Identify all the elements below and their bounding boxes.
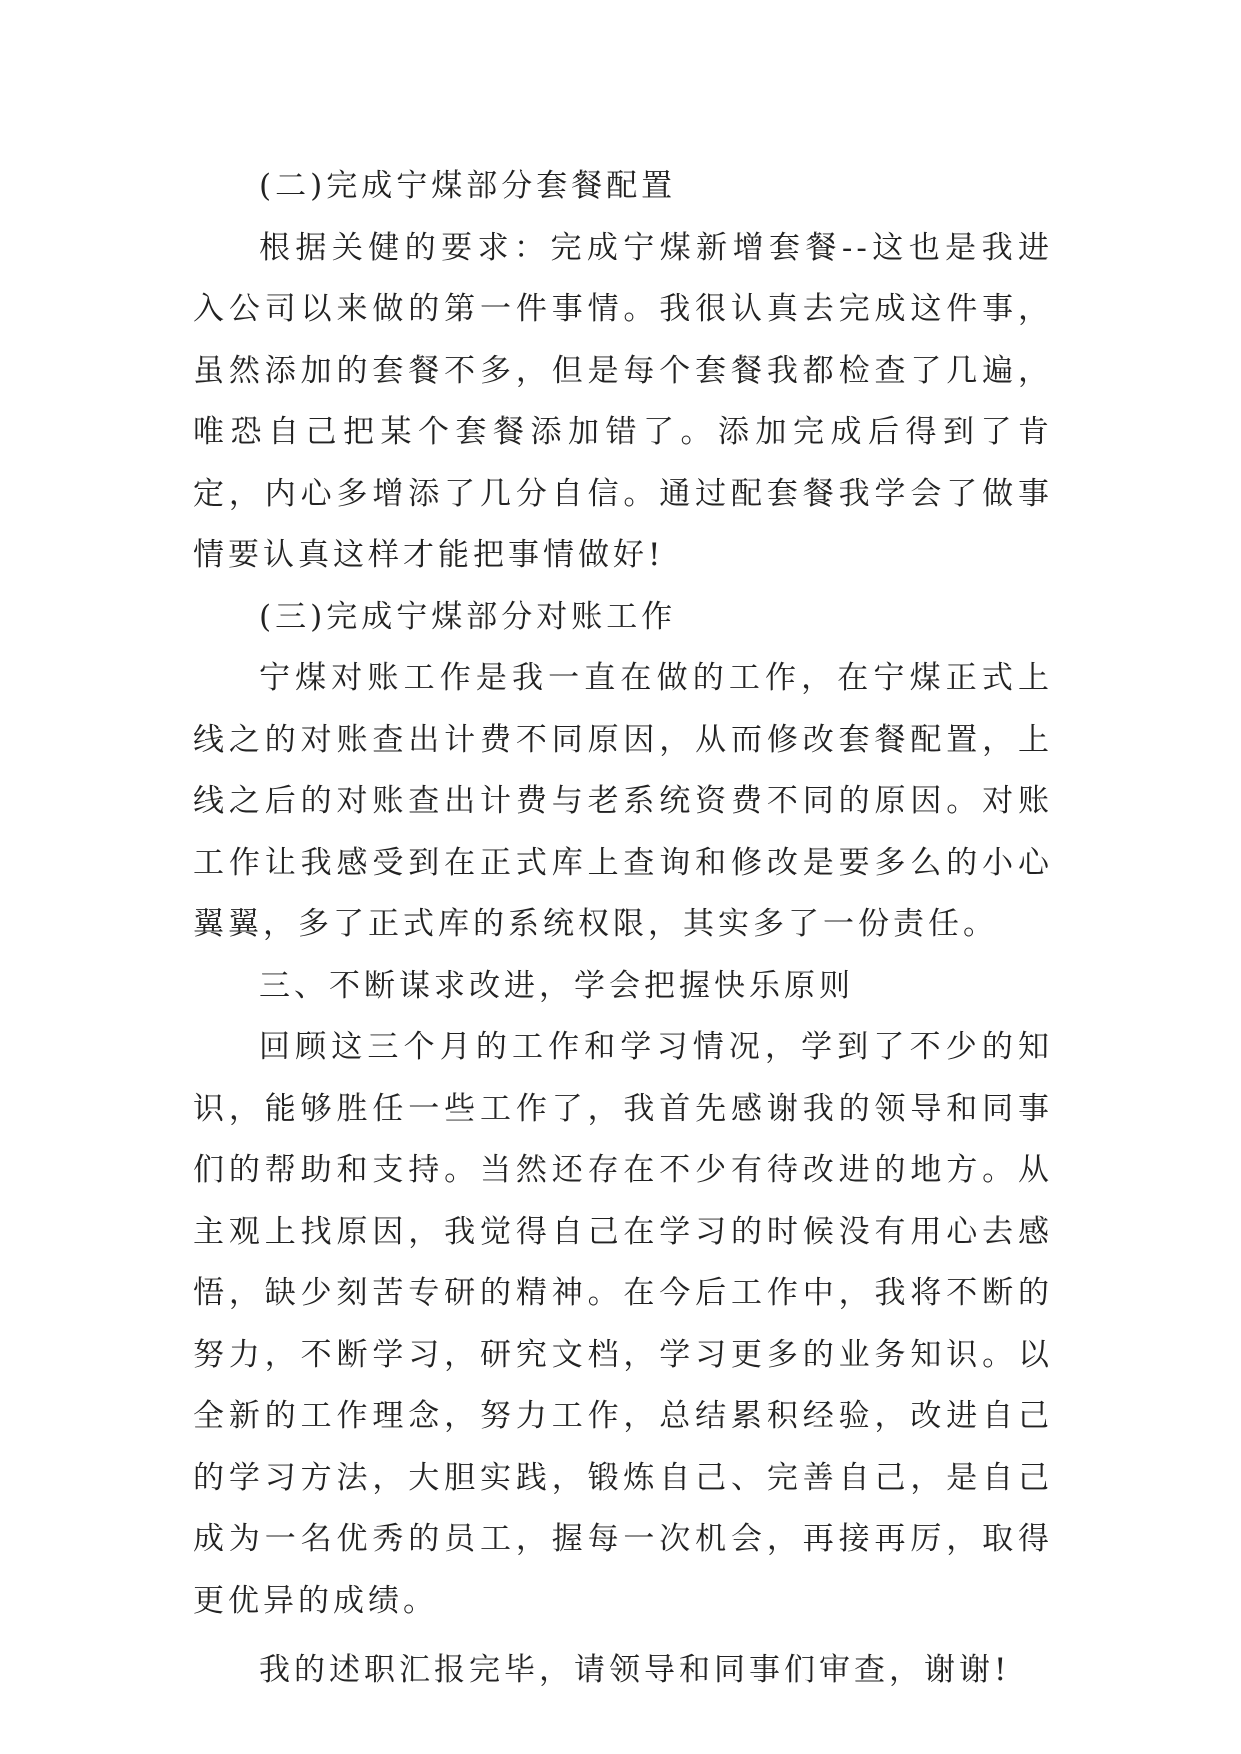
closing-statement: 我的述职汇报完毕，请领导和同事们审查，谢谢! <box>259 1652 1011 1688</box>
section-heading-improvement: 三、不断谋求改进，学会把握快乐原则 <box>259 967 854 1004</box>
paragraph-package-config: 根据关健的要求：完成宁煤新增套餐--这也是我进入公司以来做的第一件事情。我很认真去完成这件事，虽然添加的套餐不多，但是每个套餐我都检查了几遍，唯恐自己把某个套餐添加错了。添加完成后得到了肯定，内心多增添了几分自信。通过配套餐我学会了做事情要认真这样才能把事情做好! <box>193 229 1053 573</box>
section-heading-package-config: (二)完成宁煤部分套餐配置 <box>259 168 677 204</box>
document-body <box>193 156 1053 1702</box>
paragraph-improvement: 回顾这三个月的工作和学习情况，学到了不少的知识，能够胜任一些工作了，我首先感谢我的领导和同事们的帮助和支持。当然还存在不少有待改进的地方。从主观上找原因，我觉得自己在学习的时候没有用心去感悟，缺少刻苦专研的精神。在今后工作中，我将不断的努力，不断学习，研究文档，学习更多的业务知识。以全新的工作理念，努力工作，总结累积经验，改进自己的学习方法，大胆实践，锻炼自己、完善自己，是自己成为一名优秀的员工，握每一次机会，再接再厉，取得更优异的成绩。 <box>193 1029 1053 1619</box>
section-heading-reconciliation: (三)完成宁煤部分对账工作 <box>259 598 677 635</box>
paragraph-reconciliation: 宁煤对账工作是我一直在做的工作，在宁煤正式上线之的对账查出计费不同原因，从而修改套餐配置，上线之后的对账查出计费与老系统资费不同的原因。对账工作让我感受到在正式库上查询和修改是要多么的小心翼翼，多了正式库的系统权限，其实多了一份责任。 <box>193 660 1053 942</box>
